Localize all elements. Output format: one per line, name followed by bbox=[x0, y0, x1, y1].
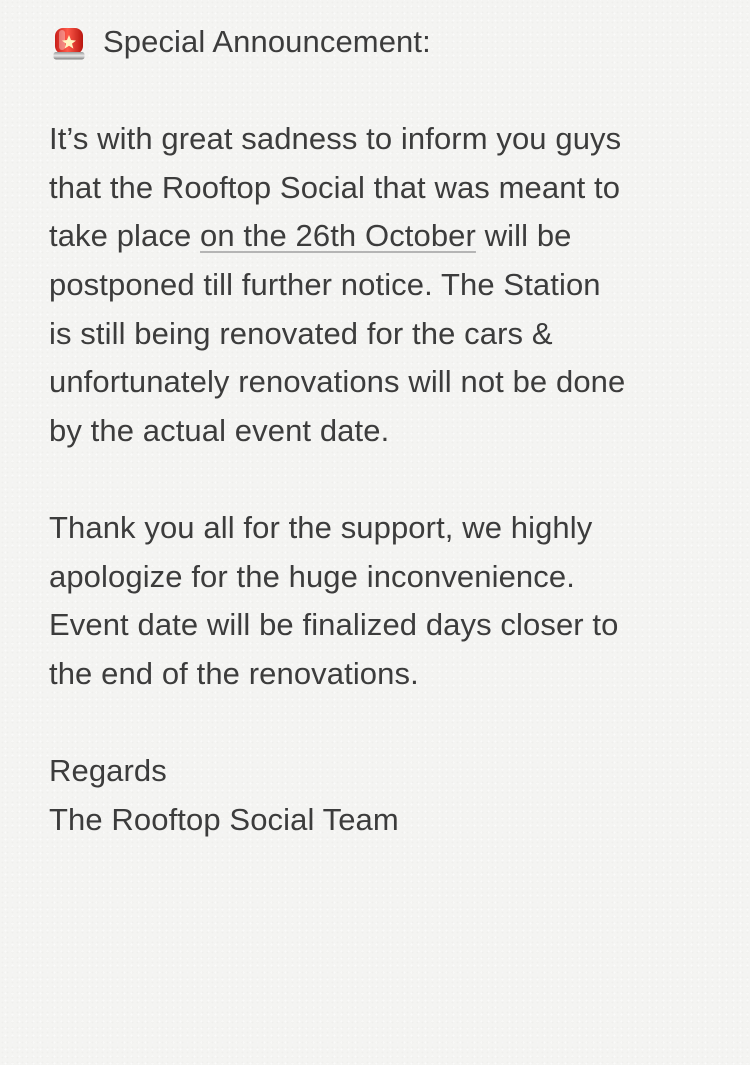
paragraph-1-line-7: by the actual event date. bbox=[49, 412, 390, 448]
paragraph-1-line-3-start: take place bbox=[49, 218, 201, 254]
paragraph-2-line-2: apologize for the huge inconvenience. bbox=[49, 558, 575, 594]
paragraph-1-line-4: postponed till further notice. The Station bbox=[49, 266, 601, 302]
paragraph-1-line-3-end: will be bbox=[475, 218, 572, 254]
paragraph-2-line-3: Event date will be finalized days closer to bbox=[49, 607, 619, 643]
note-body[interactable] bbox=[49, 18, 729, 844]
blank-line bbox=[49, 455, 729, 504]
paragraph-2-line-4: the end of the renovations. bbox=[49, 655, 419, 691]
announcement-title-line bbox=[49, 18, 729, 67]
signoff-team: The Rooftop Social Team bbox=[49, 801, 399, 837]
paragraph-1-line-6: unfortunately renovations will not be done bbox=[49, 364, 626, 400]
blank-line bbox=[49, 698, 729, 747]
police-siren-icon bbox=[53, 26, 85, 60]
announcement-title: Special Announcement: bbox=[103, 24, 431, 59]
blank-line bbox=[49, 67, 729, 116]
paragraph-1-line-5: is still being renovated for the cars & bbox=[49, 315, 553, 351]
event-date-link[interactable]: on the 26th October bbox=[200, 218, 476, 254]
signoff-regards: Regards bbox=[49, 752, 167, 788]
paragraph-1-line-1: It’s with great sadness to inform you guys bbox=[49, 121, 622, 157]
paragraph-2-line-1: Thank you all for the support, we highly bbox=[49, 509, 593, 545]
paragraph-1-line-2: that the Rooftop Social that was meant to bbox=[49, 169, 621, 205]
paragraph-1-line-3 bbox=[49, 212, 729, 261]
